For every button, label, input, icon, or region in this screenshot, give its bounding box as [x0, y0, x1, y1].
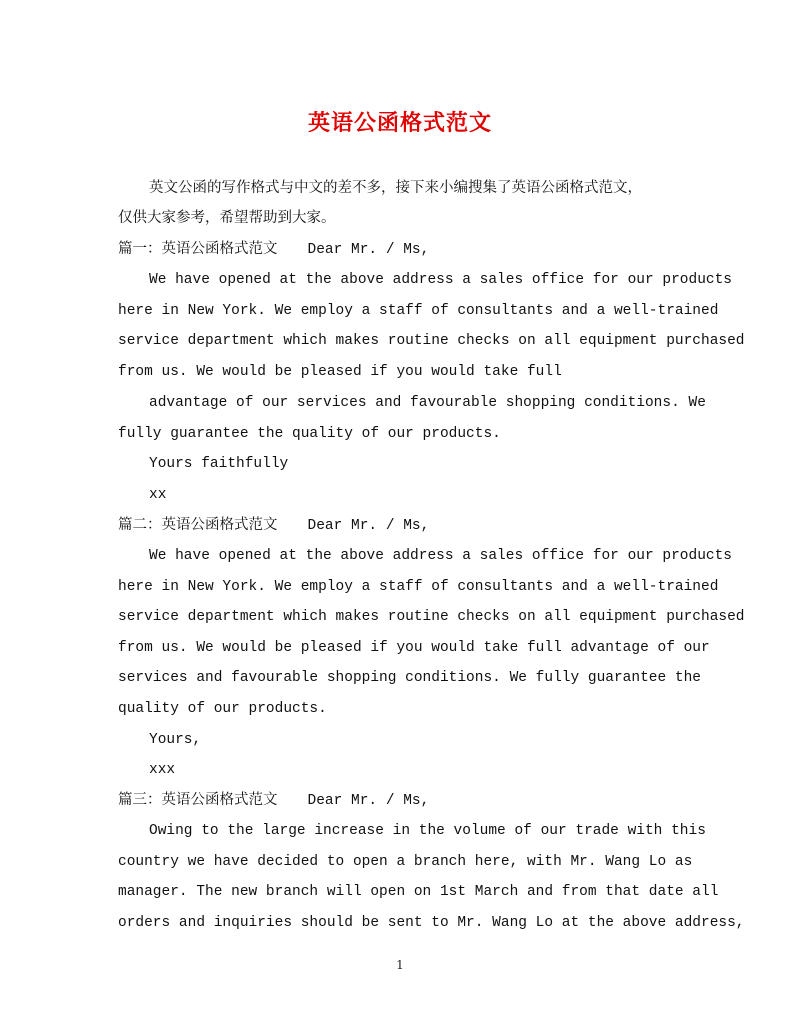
section-1-body-line-4: from us. We would be pleased if you would take full — [118, 364, 562, 380]
section-2-body-line-3: service department which makes routine checks on all equipment purchased — [118, 609, 745, 625]
section-1-signature: xx — [149, 487, 167, 503]
section-3-heading: 篇三：英语公函格式范文 — [118, 792, 278, 808]
section-3-salutation: Dear Mr. / Ms, — [307, 793, 430, 809]
section-1-body-line-5: advantage of our services and favourable shopping conditions. We — [149, 395, 706, 411]
section-3-body-line-3: manager. The new branch will open on 1st March and from that date all — [118, 884, 719, 900]
section-2-heading: 篇二：英语公函格式范文 — [118, 517, 278, 533]
document-title: 英语公函格式范文 — [307, 110, 492, 136]
section-3-heading-line — [118, 790, 429, 811]
section-1-body-line-6: fully guarantee the quality of our products. — [118, 426, 501, 442]
section-2-signature: xxx — [149, 762, 176, 778]
section-2-body-line-5: services and favourable shopping conditions. We fully guarantee the — [118, 670, 701, 686]
section-1-body-line-1: We have opened at the above address a sales office for our products — [149, 272, 732, 288]
section-1-salutation: Dear Mr. / Ms, — [307, 242, 430, 258]
section-1-heading: 篇一：英语公函格式范文 — [118, 241, 278, 257]
section-2-heading-line — [118, 515, 429, 536]
section-2-closing: Yours, — [149, 732, 202, 748]
section-1-body-line-3: service department which makes routine checks on all equipment purchased — [118, 333, 745, 349]
section-3-body-line-1: Owing to the large increase in the volume of our trade with this — [149, 823, 706, 839]
intro-line-2: 仅供大家参考，希望帮助到大家。 — [118, 210, 336, 226]
section-1-closing: Yours faithfully — [149, 456, 289, 472]
section-1-heading-line — [118, 239, 429, 260]
section-2-salutation: Dear Mr. / Ms, — [307, 518, 430, 534]
section-2-body-line-6: quality of our products. — [118, 701, 327, 717]
section-2-body-line-4: from us. We would be pleased if you would take full advantage of our — [118, 640, 710, 656]
section-2-body-line-2: here in New York. We employ a staff of consultants and a well-trained — [118, 579, 719, 595]
page-number: 1 — [396, 958, 404, 972]
intro-line-1: 英文公函的写作格式与中文的差不多，接下来小编搜集了英语公函格式范文， — [149, 180, 642, 196]
section-1-body-line-2: here in New York. We employ a staff of consultants and a well-trained — [118, 303, 719, 319]
section-2-body-line-1: We have opened at the above address a sales office for our products — [149, 548, 732, 564]
section-3-body-line-2: country we have decided to open a branch here, with Mr. Wang Lo as — [118, 854, 693, 870]
section-3-body-line-4: orders and inquiries should be sent to Mr. Wang Lo at the above address, — [118, 915, 745, 931]
